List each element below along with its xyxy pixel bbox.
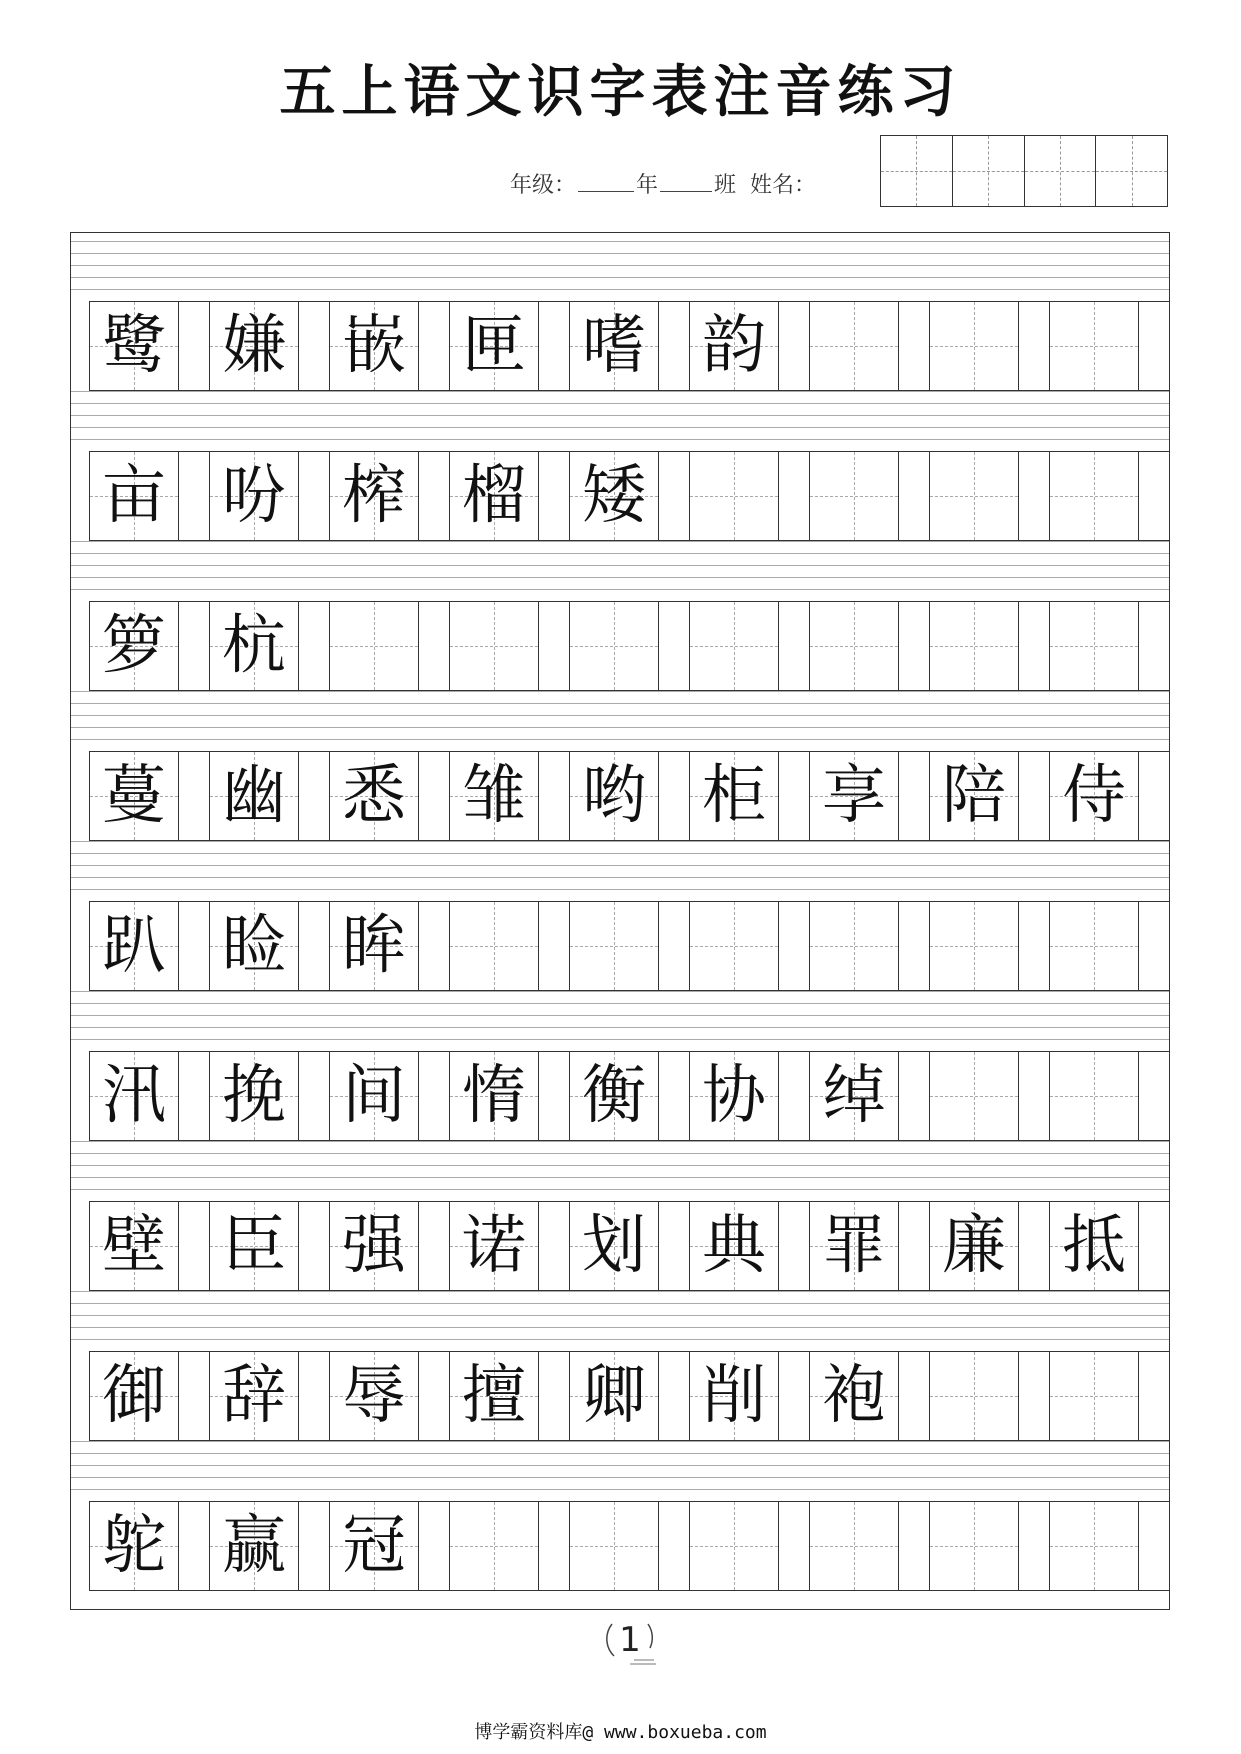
pinyin-guide-line xyxy=(71,589,1169,590)
hanzi-character: 间 xyxy=(342,1059,406,1133)
hanzi-cell[interactable] xyxy=(689,452,779,540)
hanzi-cell[interactable] xyxy=(449,1202,539,1290)
hanzi-character: 匣 xyxy=(462,309,526,383)
hanzi-character: 柜 xyxy=(702,759,766,833)
hanzi-character: 嗜 xyxy=(582,309,646,383)
page-title: 五上语文识字表注音练习 xyxy=(279,59,962,125)
class-blank[interactable] xyxy=(660,173,712,192)
hanzi-character: 诺 xyxy=(462,1209,526,1283)
hanzi-character: 冠 xyxy=(342,1509,406,1583)
hanzi-character: 卿 xyxy=(582,1359,646,1433)
pinyin-guide-line xyxy=(71,877,1169,878)
hanzi-character xyxy=(930,452,1018,540)
hanzi-character xyxy=(1050,902,1138,990)
pinyin-guide-line xyxy=(71,865,1169,866)
hanzi-character xyxy=(930,1052,1018,1140)
hanzi-character xyxy=(690,1502,778,1590)
hanzi-character: 嵌 xyxy=(342,309,406,383)
pinyin-lines[interactable] xyxy=(71,691,1169,751)
hanzi-character: 辞 xyxy=(222,1359,286,1433)
pinyin-guide-line xyxy=(71,703,1169,704)
hanzi-cell[interactable] xyxy=(689,1052,779,1140)
hanzi-cell[interactable] xyxy=(809,602,899,690)
student-info xyxy=(510,168,816,199)
hanzi-cell[interactable] xyxy=(809,302,899,390)
hanzi-cell[interactable] xyxy=(449,1352,539,1440)
pinyin-guide-line xyxy=(71,289,1169,290)
hanzi-cell[interactable] xyxy=(809,452,899,540)
pinyin-guide-line xyxy=(71,391,1169,392)
hanzi-character: 侍 xyxy=(1062,759,1126,833)
hanzi-cell[interactable] xyxy=(929,302,1019,390)
hanzi-character: 划 xyxy=(582,1209,646,1283)
hanzi-character: 榨 xyxy=(342,459,406,533)
hanzi-character: 睑 xyxy=(222,909,286,983)
pinyin-guide-line xyxy=(71,1339,1169,1340)
pinyin-guide-line xyxy=(71,1003,1169,1004)
hanzi-character xyxy=(690,602,778,690)
hanzi-cell[interactable] xyxy=(689,302,779,390)
hanzi-row xyxy=(89,901,1169,991)
hanzi-cell[interactable] xyxy=(929,452,1019,540)
hanzi-cell[interactable] xyxy=(809,1202,899,1290)
hanzi-cell[interactable] xyxy=(569,1352,659,1440)
page-number: 1 xyxy=(619,1620,641,1660)
hanzi-cell[interactable] xyxy=(569,302,659,390)
hanzi-character xyxy=(930,302,1018,390)
hanzi-cell[interactable] xyxy=(329,1502,419,1590)
hanzi-cell[interactable] xyxy=(1049,1352,1139,1440)
pinyin-guide-line xyxy=(71,427,1169,428)
hanzi-cell[interactable] xyxy=(569,602,659,690)
hanzi-cell[interactable] xyxy=(809,902,899,990)
pinyin-guide-line xyxy=(71,1153,1169,1154)
pinyin-guide-line xyxy=(71,1453,1169,1454)
class-char: 班 xyxy=(714,173,737,198)
hanzi-character: 榴 xyxy=(462,459,526,533)
hanzi-character: 协 xyxy=(702,1059,766,1133)
hanzi-row xyxy=(89,1201,1169,1291)
hanzi-row xyxy=(89,1351,1169,1441)
hanzi-cell[interactable] xyxy=(569,1052,659,1140)
pinyin-guide-line xyxy=(71,1315,1169,1316)
hanzi-character: 享 xyxy=(822,759,886,833)
hanzi-character: 壁 xyxy=(102,1209,166,1283)
hanzi-character: 廉 xyxy=(942,1209,1006,1283)
hanzi-cell[interactable] xyxy=(1049,602,1139,690)
hanzi-character: 韵 xyxy=(702,309,766,383)
hanzi-character: 陪 xyxy=(942,759,1006,833)
hanzi-character xyxy=(930,1352,1018,1440)
pinyin-guide-line xyxy=(71,691,1169,692)
hanzi-character: 强 xyxy=(342,1209,406,1283)
hanzi-character xyxy=(1050,1052,1138,1140)
pinyin-guide-line xyxy=(71,991,1169,992)
hanzi-row xyxy=(89,751,1169,841)
hanzi-cell[interactable] xyxy=(929,1202,1019,1290)
hanzi-character: 幽 xyxy=(222,759,286,833)
pinyin-guide-line xyxy=(71,1291,1169,1292)
pinyin-guide-line xyxy=(71,1189,1169,1190)
pinyin-guide-line xyxy=(71,541,1169,542)
hanzi-cell[interactable] xyxy=(569,902,659,990)
hanzi-cell[interactable] xyxy=(929,902,1019,990)
pinyin-guide-line xyxy=(71,1489,1169,1490)
hanzi-cell[interactable] xyxy=(89,752,179,840)
pinyin-guide-line xyxy=(71,841,1169,842)
name-cell[interactable] xyxy=(1096,136,1167,206)
hanzi-character xyxy=(810,302,898,390)
hanzi-character: 罪 xyxy=(822,1209,886,1283)
hanzi-character: 挽 xyxy=(222,1059,286,1133)
hanzi-cell[interactable] xyxy=(209,1202,299,1290)
pinyin-guide-line xyxy=(71,439,1169,440)
hanzi-row xyxy=(89,451,1169,541)
hanzi-cell[interactable] xyxy=(449,602,539,690)
hanzi-cell[interactable] xyxy=(329,302,419,390)
hanzi-character xyxy=(810,1502,898,1590)
hanzi-cell[interactable] xyxy=(569,1502,659,1590)
hanzi-cell[interactable] xyxy=(809,1352,899,1440)
hanzi-cell[interactable] xyxy=(929,602,1019,690)
hanzi-cell[interactable] xyxy=(929,1052,1019,1140)
hanzi-cell[interactable] xyxy=(329,452,419,540)
hanzi-cell[interactable] xyxy=(1049,1202,1139,1290)
hanzi-character: 汛 xyxy=(102,1059,166,1133)
hanzi-character xyxy=(690,902,778,990)
hanzi-character: 辱 xyxy=(342,1359,406,1433)
hanzi-character: 嫌 xyxy=(222,309,286,383)
hanzi-character xyxy=(450,602,538,690)
hanzi-character: 削 xyxy=(702,1359,766,1433)
pinyin-lines[interactable] xyxy=(71,841,1169,901)
name-cell[interactable] xyxy=(953,136,1025,206)
pinyin-guide-line xyxy=(71,1477,1169,1478)
hanzi-character xyxy=(1050,302,1138,390)
hanzi-character xyxy=(570,902,658,990)
hanzi-cell[interactable] xyxy=(329,602,419,690)
hanzi-cell[interactable] xyxy=(209,452,299,540)
hanzi-character xyxy=(1050,452,1138,540)
hanzi-cell[interactable] xyxy=(689,1502,779,1590)
hanzi-character: 眸 xyxy=(342,909,406,983)
hanzi-character: 亩 xyxy=(102,459,166,533)
pinyin-guide-line xyxy=(71,277,1169,278)
grade-year-blank[interactable] xyxy=(578,173,634,192)
hanzi-character xyxy=(810,452,898,540)
name-label: 姓名： xyxy=(750,173,817,198)
hanzi-character: 擅 xyxy=(462,1359,526,1433)
hanzi-character: 典 xyxy=(702,1209,766,1283)
pinyin-guide-line xyxy=(71,1141,1169,1142)
pinyin-guide-line xyxy=(71,1441,1169,1442)
hanzi-character: 鸵 xyxy=(102,1509,166,1583)
hanzi-cell[interactable] xyxy=(449,902,539,990)
hanzi-cell[interactable] xyxy=(329,1052,419,1140)
pinyin-guide-line xyxy=(71,715,1169,716)
pinyin-guide-line xyxy=(71,415,1169,416)
hanzi-character: 赢 xyxy=(222,1509,286,1583)
hanzi-cell[interactable] xyxy=(89,452,179,540)
pinyin-lines[interactable] xyxy=(71,541,1169,601)
pinyin-guide-line xyxy=(71,1465,1169,1466)
hanzi-cell[interactable] xyxy=(209,1502,299,1590)
hanzi-cell[interactable] xyxy=(929,1352,1019,1440)
pinyin-guide-line xyxy=(71,1177,1169,1178)
hanzi-cell[interactable] xyxy=(209,302,299,390)
name-writing-grid[interactable] xyxy=(880,135,1168,207)
hanzi-character xyxy=(570,1502,658,1590)
hanzi-character: 悉 xyxy=(342,759,406,833)
pinyin-guide-line xyxy=(71,739,1169,740)
hanzi-character xyxy=(690,452,778,540)
hanzi-cell[interactable] xyxy=(1049,452,1139,540)
grade-label: 年级： xyxy=(510,173,577,198)
hanzi-character xyxy=(330,602,418,690)
pinyin-lines[interactable] xyxy=(71,1441,1169,1501)
hanzi-character: 蔓 xyxy=(102,759,166,833)
hanzi-cell[interactable] xyxy=(569,752,659,840)
page-number-badge xyxy=(600,1610,660,1670)
hanzi-cell[interactable] xyxy=(1049,902,1139,990)
hanzi-cell[interactable] xyxy=(929,752,1019,840)
pinyin-lines[interactable] xyxy=(71,991,1169,1051)
hanzi-cell[interactable] xyxy=(329,1202,419,1290)
hanzi-cell[interactable] xyxy=(689,752,779,840)
hanzi-cell[interactable] xyxy=(809,752,899,840)
hanzi-character: 雏 xyxy=(462,759,526,833)
hanzi-character xyxy=(930,902,1018,990)
hanzi-character: 哟 xyxy=(582,759,646,833)
hanzi-cell[interactable] xyxy=(209,1052,299,1140)
hanzi-cell[interactable] xyxy=(89,1052,179,1140)
hanzi-cell[interactable] xyxy=(209,602,299,690)
pinyin-lines[interactable] xyxy=(71,1291,1169,1351)
hanzi-cell[interactable] xyxy=(209,902,299,990)
hanzi-cell[interactable] xyxy=(1049,1052,1139,1140)
page-number-ornament-icon xyxy=(600,1610,660,1670)
pinyin-guide-line xyxy=(71,577,1169,578)
hanzi-cell[interactable] xyxy=(689,1202,779,1290)
hanzi-character xyxy=(810,902,898,990)
pinyin-guide-line xyxy=(71,241,1169,242)
pinyin-lines[interactable] xyxy=(71,391,1169,451)
hanzi-character: 杭 xyxy=(222,609,286,683)
hanzi-cell[interactable] xyxy=(89,1202,179,1290)
hanzi-character xyxy=(570,602,658,690)
hanzi-character: 御 xyxy=(102,1359,166,1433)
hanzi-cell[interactable] xyxy=(569,1202,659,1290)
hanzi-cell[interactable] xyxy=(89,302,179,390)
hanzi-character: 臣 xyxy=(222,1209,286,1283)
hanzi-cell[interactable] xyxy=(449,1052,539,1140)
hanzi-cell[interactable] xyxy=(89,1352,179,1440)
pinyin-guide-line xyxy=(71,1039,1169,1040)
hanzi-cell[interactable] xyxy=(329,1352,419,1440)
pinyin-lines[interactable] xyxy=(71,241,1169,301)
pinyin-guide-line xyxy=(71,1303,1169,1304)
hanzi-cell[interactable] xyxy=(449,302,539,390)
hanzi-character xyxy=(1050,1352,1138,1440)
name-cell[interactable] xyxy=(881,136,953,206)
hanzi-character xyxy=(930,1502,1018,1590)
hanzi-cell[interactable] xyxy=(689,602,779,690)
hanzi-cell[interactable] xyxy=(1049,752,1139,840)
hanzi-cell[interactable] xyxy=(1049,302,1139,390)
pinyin-guide-line xyxy=(71,727,1169,728)
hanzi-character xyxy=(810,602,898,690)
hanzi-character xyxy=(1050,1502,1138,1590)
hanzi-cell[interactable] xyxy=(689,1352,779,1440)
hanzi-cell[interactable] xyxy=(569,452,659,540)
hanzi-cell[interactable] xyxy=(209,752,299,840)
pinyin-guide-line xyxy=(71,565,1169,566)
pinyin-lines[interactable] xyxy=(71,1141,1169,1201)
hanzi-character: 抵 xyxy=(1062,1209,1126,1283)
hanzi-character: 鹭 xyxy=(102,309,166,383)
hanzi-cell[interactable] xyxy=(449,1502,539,1590)
hanzi-character xyxy=(450,1502,538,1590)
hanzi-character: 惰 xyxy=(462,1059,526,1133)
pinyin-guide-line xyxy=(71,889,1169,890)
hanzi-character: 箩 xyxy=(102,609,166,683)
hanzi-cell[interactable] xyxy=(89,902,179,990)
name-cell[interactable] xyxy=(1025,136,1097,206)
hanzi-cell[interactable] xyxy=(929,1502,1019,1590)
hanzi-cell[interactable] xyxy=(449,752,539,840)
hanzi-cell[interactable] xyxy=(89,1502,179,1590)
pinyin-guide-line xyxy=(71,253,1169,254)
hanzi-row xyxy=(89,1501,1169,1591)
hanzi-character: 吩 xyxy=(222,459,286,533)
hanzi-character xyxy=(450,902,538,990)
hanzi-cell[interactable] xyxy=(329,902,419,990)
practice-sheet xyxy=(70,232,1170,1610)
hanzi-character xyxy=(930,602,1018,690)
hanzi-cell[interactable] xyxy=(89,602,179,690)
pinyin-guide-line xyxy=(71,1165,1169,1166)
hanzi-row xyxy=(89,601,1169,691)
footer-watermark: 博学霸资料库@ www.boxueba.com xyxy=(474,1722,767,1743)
hanzi-character: 绰 xyxy=(822,1059,886,1133)
pinyin-guide-line xyxy=(71,1015,1169,1016)
hanzi-cell[interactable] xyxy=(209,1352,299,1440)
year-char: 年 xyxy=(636,173,659,198)
hanzi-cell[interactable] xyxy=(1049,1502,1139,1590)
hanzi-character: 趴 xyxy=(102,909,166,983)
pinyin-guide-line xyxy=(71,1027,1169,1028)
hanzi-cell[interactable] xyxy=(809,1052,899,1140)
hanzi-cell[interactable] xyxy=(809,1502,899,1590)
hanzi-character: 袍 xyxy=(822,1359,886,1433)
hanzi-character xyxy=(1050,602,1138,690)
hanzi-row xyxy=(89,301,1169,391)
hanzi-character: 矮 xyxy=(582,459,646,533)
pinyin-guide-line xyxy=(71,853,1169,854)
pinyin-guide-line xyxy=(71,1327,1169,1328)
pinyin-guide-line xyxy=(71,265,1169,266)
hanzi-cell[interactable] xyxy=(689,902,779,990)
pinyin-guide-line xyxy=(71,403,1169,404)
pinyin-guide-line xyxy=(71,553,1169,554)
hanzi-cell[interactable] xyxy=(449,452,539,540)
hanzi-cell[interactable] xyxy=(329,752,419,840)
hanzi-character: 衡 xyxy=(582,1059,646,1133)
hanzi-row xyxy=(89,1051,1169,1141)
